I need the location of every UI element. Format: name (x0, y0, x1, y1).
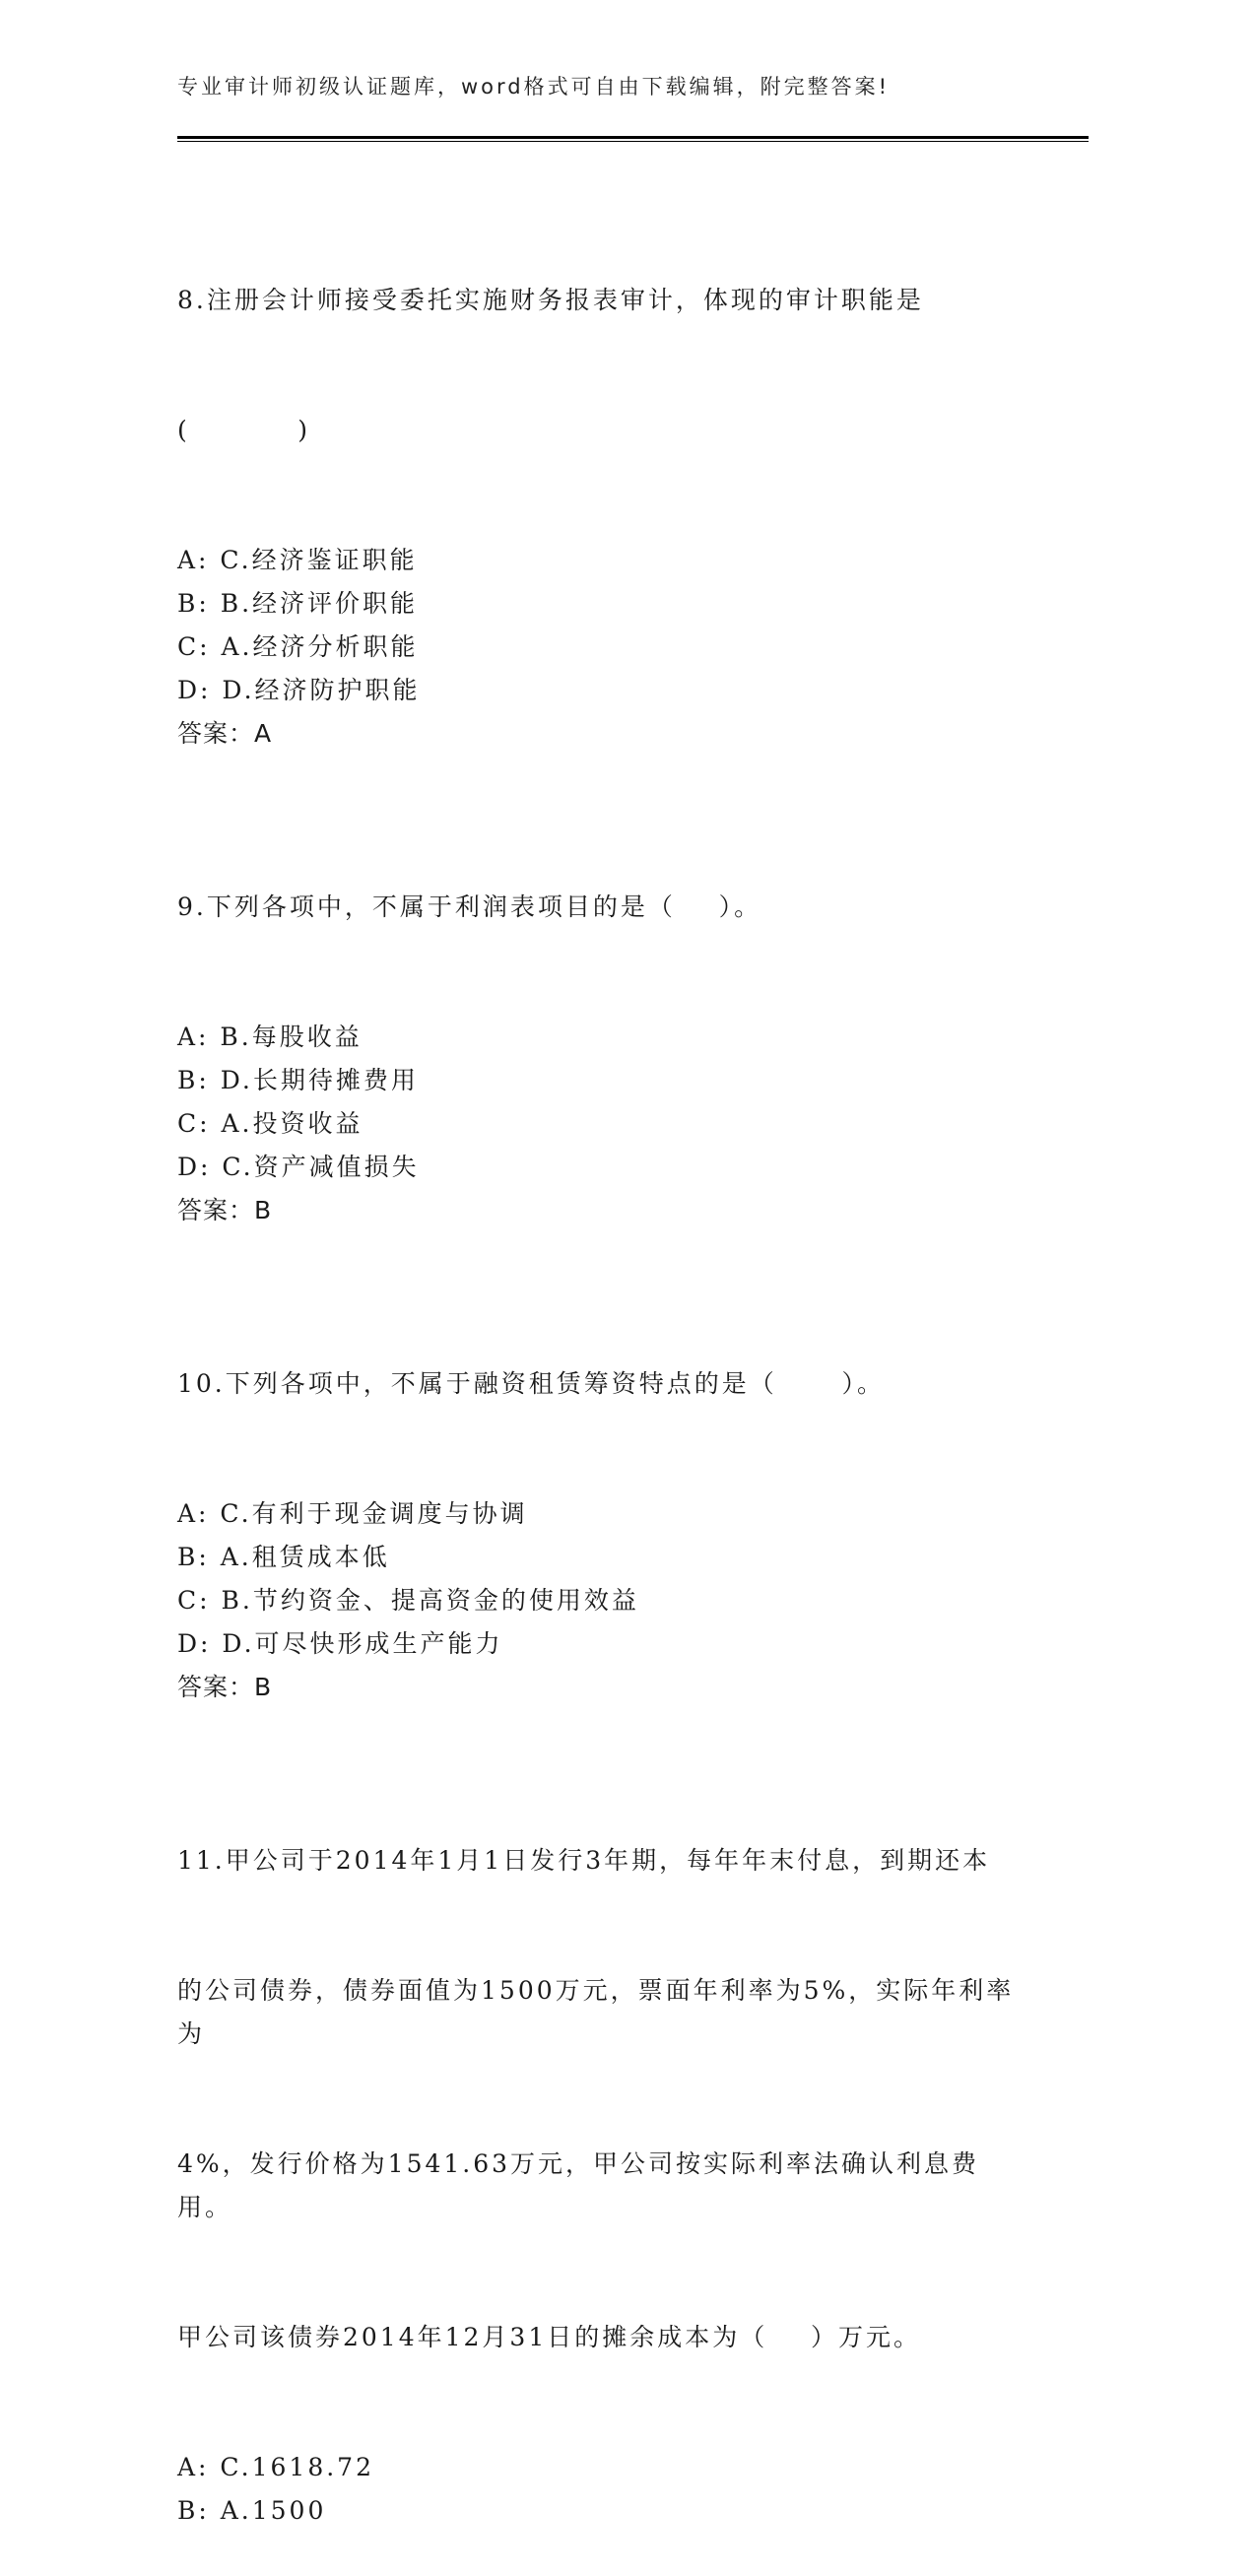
stem-line: 的公司债券，债券面值为1500万元，票面年利率为5%，实际年利率为 (177, 1976, 1015, 2048)
stem-line: 8.注册会计师接受委托实施财务报表审计，体现的审计职能是 (177, 286, 924, 314)
stem-line: ( ) (177, 416, 310, 444)
answer-label: 答案：A (177, 719, 273, 748)
stem-line: 4%，发行价格为1541.63万元，甲公司按实际利率法确认利息费用。 (177, 2149, 980, 2221)
stem-line: 9.下列各项中，不属于利润表项目的是（ ）。 (177, 892, 762, 921)
question-list (177, 192, 1025, 2576)
question-10 (177, 1276, 1025, 1709)
option-b: B: A.租赁成本低 (177, 1543, 390, 1571)
question-stem (177, 799, 1025, 1016)
option-a: A: C.有利于现金调度与协调 (177, 1499, 528, 1528)
answer-label: 答案：B (177, 1196, 273, 1224)
option-b: B: A.1500 (177, 2496, 327, 2525)
option-c: C: A.经济分析职能 (177, 632, 419, 661)
question-stem (177, 192, 1025, 539)
option-a: A: B.每股收益 (177, 1023, 363, 1051)
option-b: B: D.长期待摊费用 (177, 1066, 419, 1094)
option-c: C: A.投资收益 (177, 1109, 364, 1138)
option-a: A: C.1618.72 (177, 2453, 374, 2481)
option-d: D: D.可尽快形成生产能力 (177, 1629, 503, 1658)
option-d: D: D.经济防护职能 (177, 676, 421, 704)
option-b: B: B.经济评价职能 (177, 589, 419, 618)
stem-line: 甲公司该债券2014年12月31日的摊余成本为（ ）万元。 (177, 2323, 922, 2351)
stem-line: 10.下列各项中，不属于融资租赁筹资特点的是（ ）。 (177, 1369, 885, 1398)
question-stem (177, 1276, 1025, 1492)
option-a: A: C.经济鉴证职能 (177, 546, 418, 574)
question-8 (177, 192, 1025, 756)
question-stem (177, 1752, 1025, 2446)
question-9 (177, 799, 1025, 1232)
page-header: 专业审计师初级认证题库，word格式可自由下载编辑，附完整答案! (177, 75, 891, 99)
answer-label: 答案：B (177, 1673, 273, 1701)
option-c: C: B.节约资金、提高资金的使用效益 (177, 1586, 639, 1615)
header-rule-thick (177, 136, 1089, 139)
stem-line: 11.甲公司于2014年1月1日发行3年期，每年年末付息，到期还本 (177, 1846, 991, 1875)
question-11 (177, 1752, 1025, 2533)
header-rule-thin (177, 141, 1089, 142)
option-d: D: C.资产减值损失 (177, 1153, 420, 1181)
